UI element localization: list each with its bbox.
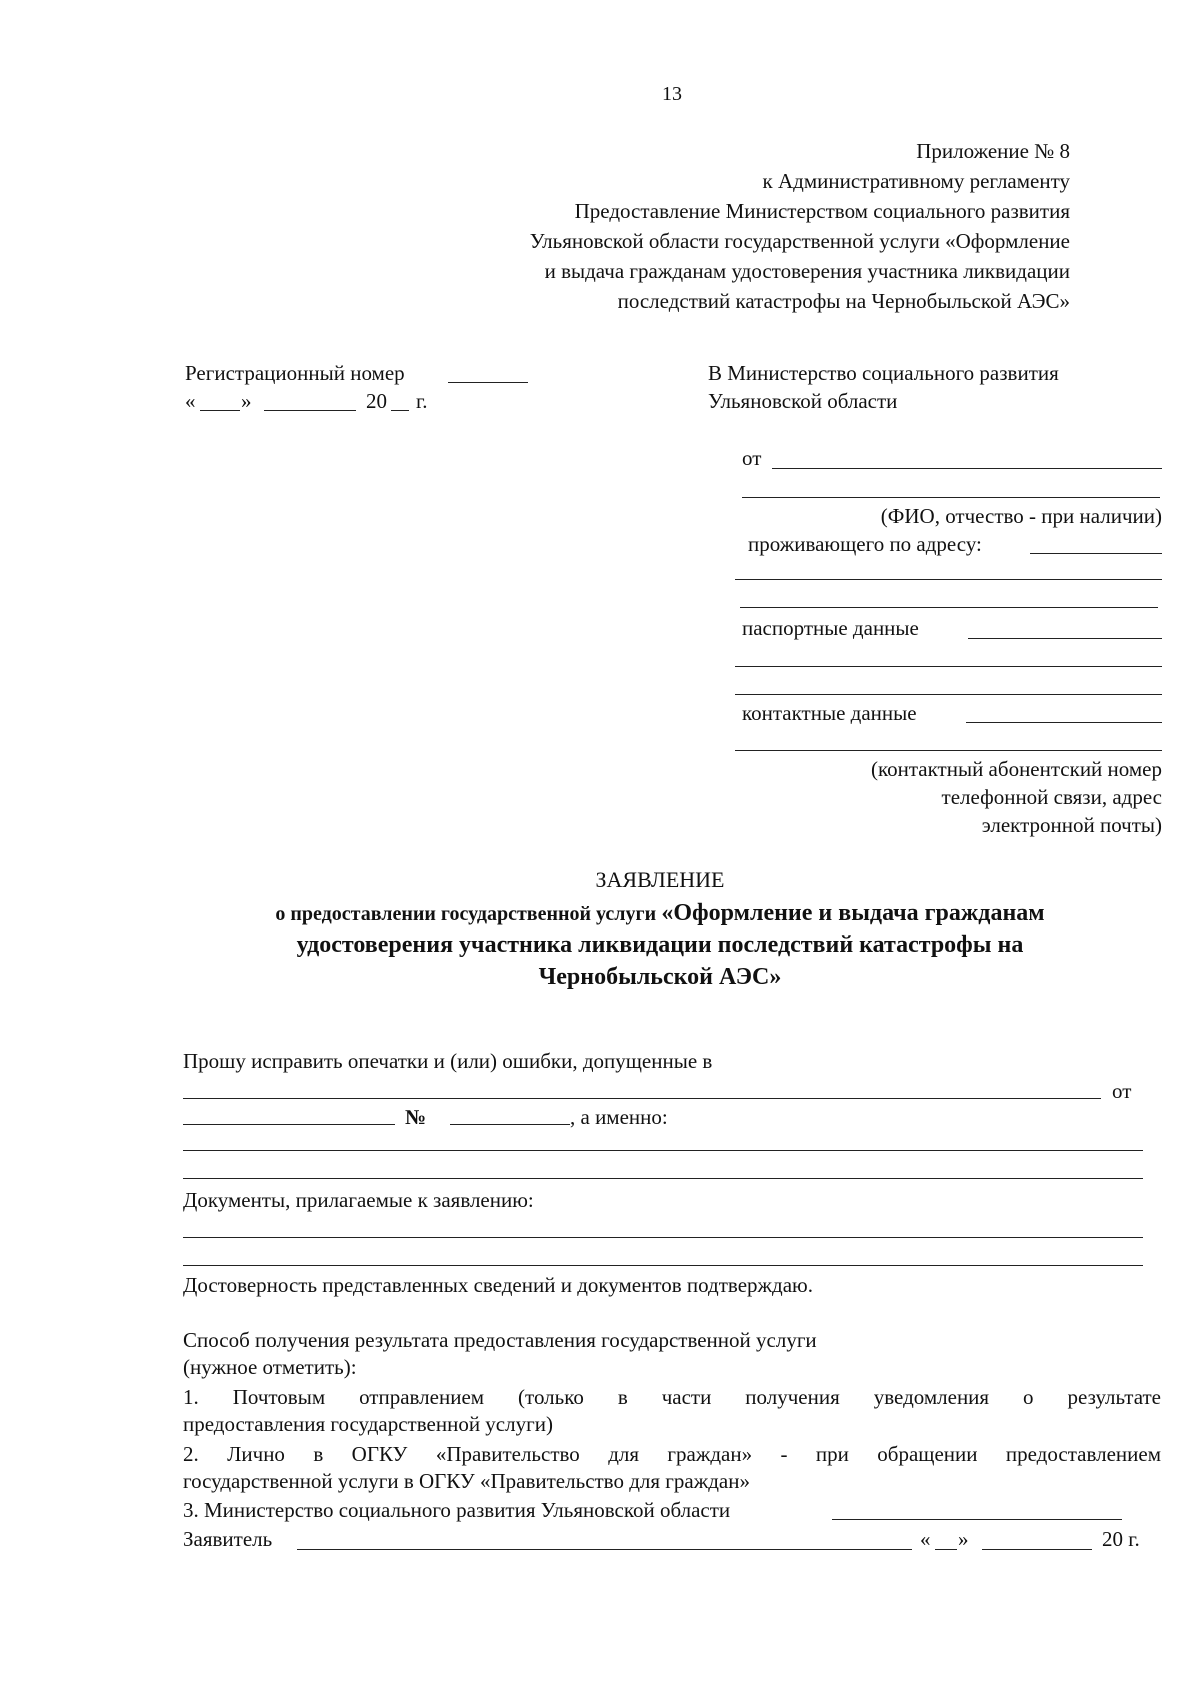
contacts-hint-1: (контактный абонентский номер (871, 757, 1162, 781)
applicant-label: Заявитель (183, 1527, 273, 1551)
errors-field-1[interactable] (183, 1150, 1143, 1151)
appendix-block (530, 136, 1070, 316)
statement-subtitle-line-1 (160, 898, 1160, 928)
address-field-2[interactable] (735, 579, 1162, 580)
method-line-1: Способ получения результата предоставления государственной услуги (183, 1328, 817, 1352)
from-field-2[interactable] (742, 497, 1160, 498)
passport-field-2[interactable] (735, 666, 1162, 667)
applicant-signature-field[interactable] (297, 1549, 912, 1550)
from-label: от (742, 446, 762, 470)
appendix-line-6: последствий катастрофы на Чернобыльской АЭС» (617, 289, 1070, 313)
address-field-3[interactable] (740, 607, 1158, 608)
statement-subtitle-line-3: Чернобыльской АЭС» (538, 964, 782, 990)
addressee-line-2: Ульяновской области (708, 389, 898, 413)
registration-number-label: Регистрационный номер (185, 361, 405, 385)
statement-subtitle-prefix: о предоставлении государственной услуги (275, 903, 657, 925)
document-date-field[interactable] (183, 1124, 395, 1125)
documents-field-2[interactable] (183, 1265, 1143, 1266)
contacts-hint-3: электронной почты) (981, 813, 1162, 837)
appendix-line-3: Предоставление Министерством социального развития (574, 199, 1070, 223)
option-3-text[interactable]: 3. Министерство социального развития Ульяновской области (183, 1498, 731, 1522)
passport-label: паспортные данные (742, 616, 919, 640)
page-number: 13 (662, 83, 682, 105)
documents-field-1[interactable] (183, 1237, 1143, 1238)
applicant-day-field[interactable] (935, 1549, 957, 1550)
registration-year-prefix: 20 (366, 389, 387, 413)
number-sign: № (405, 1105, 427, 1129)
option-2-line-2: государственной услуги в ОГКУ «Правительство для граждан» (183, 1469, 750, 1493)
addressee-line-1: В Министерство социального развития (708, 361, 1059, 385)
statement-heading: ЗАЯВЛЕНИЕ (595, 867, 725, 892)
registration-year-field[interactable] (391, 410, 409, 411)
registration-number-field[interactable] (448, 382, 528, 383)
contacts-label: контактные данные (742, 701, 917, 725)
address-label: проживающего по адресу: (748, 532, 982, 556)
registration-day-field[interactable] (200, 410, 240, 411)
option-1-line-2: предоставления государственной услуги) (183, 1412, 553, 1436)
registration-date-open: « (185, 389, 196, 413)
option-1-line-1[interactable]: 1. Почтовым отправлением (только в части получения уведомления о результате (183, 1385, 1161, 1409)
request-text: Прошу исправить опечатки и (или) ошибки, допущенные в (183, 1049, 713, 1073)
confirm-text: Достоверность представленных сведений и документов подтверждаю. (183, 1273, 813, 1297)
from-field[interactable] (772, 468, 1162, 469)
appendix-line-4: Ульяновской области государственной услуги «Оформление (529, 229, 1070, 253)
method-line-2: (нужное отметить): (183, 1355, 357, 1379)
passport-field-3[interactable] (735, 694, 1162, 695)
option-2-line-1[interactable]: 2. Лично в ОГКУ «Правительство для граждан» - при обращении предоставлением (183, 1442, 1161, 1466)
applicant-date-open: « (920, 1527, 931, 1551)
statement-subtitle-rest: «Оформление и выдача гражданам (661, 900, 1045, 926)
from-word: от (1112, 1079, 1132, 1103)
appendix-line-5: и выдача гражданам удостоверения участника ликвидации (544, 259, 1070, 283)
registration-year-suffix: г. (416, 389, 428, 413)
appendix-line-1: Приложение № 8 (916, 139, 1070, 163)
fio-hint: (ФИО, отчество - при наличии) (880, 504, 1162, 528)
applicant-year: 20 г. (1102, 1527, 1140, 1551)
statement-subtitle-line-2: удостоверения участника ликвидации последствий катастрофы на (296, 932, 1024, 958)
document-number-field[interactable] (450, 1124, 570, 1125)
contacts-field-1[interactable] (966, 722, 1162, 723)
registration-month-field[interactable] (264, 410, 356, 411)
applicant-date-close: » (958, 1527, 969, 1551)
address-field-1[interactable] (1030, 553, 1162, 554)
errors-field-2[interactable] (183, 1178, 1143, 1179)
passport-field-1[interactable] (968, 638, 1162, 639)
applicant-month-field[interactable] (982, 1549, 1092, 1550)
document-name-field[interactable] (183, 1098, 1101, 1099)
option-3-field[interactable] (832, 1519, 1122, 1520)
contacts-field-2[interactable] (735, 750, 1162, 751)
appendix-line-2: к Административному регламенту (762, 169, 1070, 193)
namely-text: , а именно: (570, 1105, 668, 1129)
registration-date-mid: » (241, 389, 252, 413)
contacts-hint-2: телефонной связи, адрес (941, 785, 1162, 809)
documents-label: Документы, прилагаемые к заявлению: (183, 1188, 534, 1212)
